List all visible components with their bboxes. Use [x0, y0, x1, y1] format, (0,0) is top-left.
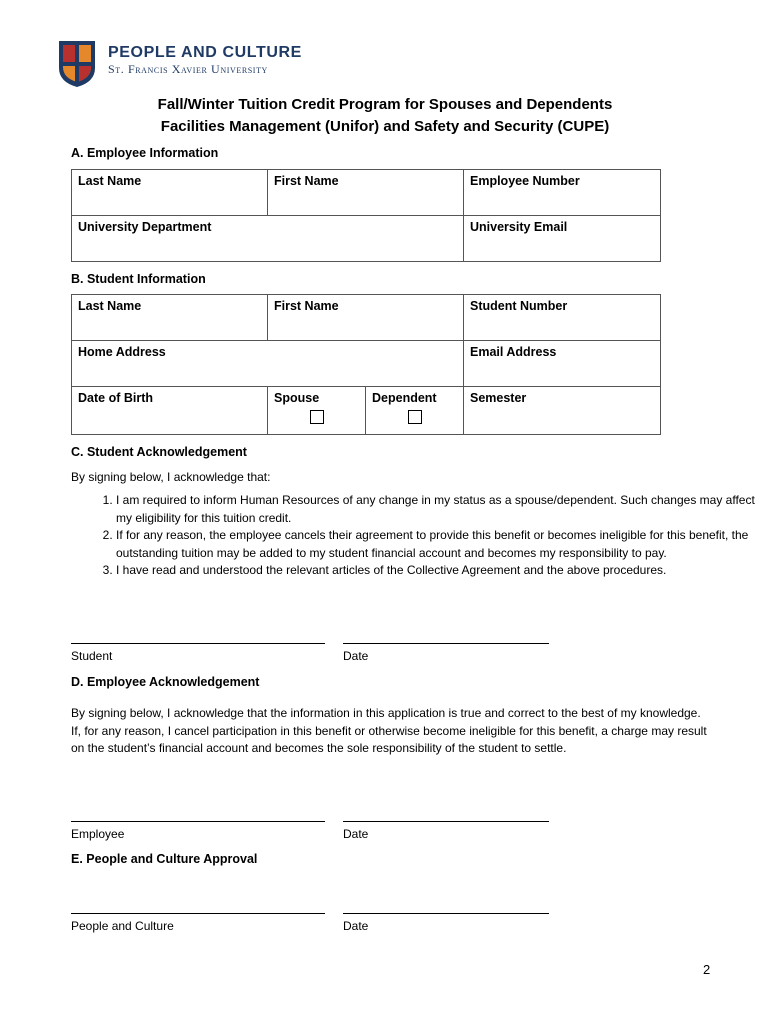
spouse-cell — [268, 387, 366, 435]
student-ack-item-2: 2. If for any reason, the employee cancels their agreement to provide this benefit or becomes ineligible for this benefit, the outstanding tuition may be added to my student financial account and becomes my responsibility to pay. — [116, 527, 756, 562]
student-number-label: Student Number — [470, 299, 568, 313]
section-a-heading: A. Employee Information — [71, 146, 219, 160]
section-e-heading: E. People and Culture Approval — [71, 852, 258, 866]
student-date-label: Date — [343, 649, 369, 663]
university-email-label: University Email — [470, 220, 568, 234]
home-address-field[interactable] — [72, 341, 464, 387]
section-c-heading: C. Student Acknowledgement — [71, 445, 247, 459]
student-signature-line[interactable] — [71, 643, 325, 644]
dependent-checkbox[interactable] — [408, 410, 422, 424]
employee-info-table — [71, 169, 661, 262]
employee-signature-label: Employee — [71, 827, 125, 841]
dependent-label: Dependent — [372, 391, 437, 405]
spouse-checkbox[interactable] — [310, 410, 324, 424]
brand-title: PEOPLE AND CULTURE — [108, 44, 302, 61]
student-number-field[interactable] — [464, 295, 661, 341]
employee-date-line[interactable] — [343, 821, 549, 822]
email-address-field[interactable] — [464, 341, 661, 387]
date-of-birth-label: Date of Birth — [78, 391, 153, 405]
university-department-field[interactable] — [72, 216, 464, 262]
student-ack-item-1: 1. I am required to inform Human Resources of any change in my status as a spouse/dependent. Such changes may affect my eligibility for this tuition credit. — [116, 492, 756, 527]
student-date-line[interactable] — [343, 643, 549, 644]
brand-subtitle: St. Francis Xavier University — [108, 62, 268, 76]
student-ack-intro: By signing below, I acknowledge that: — [71, 470, 271, 484]
student-info-table — [71, 294, 661, 435]
employee-first-name-label: First Name — [274, 174, 339, 188]
university-crest-icon — [58, 40, 96, 88]
student-last-name-field[interactable] — [72, 295, 268, 341]
semester-field[interactable] — [464, 387, 661, 435]
student-ack-item-3: 3. I have read and understood the relevant articles of the Collective Agreement and the above procedures. — [116, 562, 756, 580]
email-address-label: Email Address — [470, 345, 557, 359]
employee-number-field[interactable] — [464, 170, 661, 216]
semester-label: Semester — [470, 391, 527, 405]
employee-first-name-field[interactable] — [268, 170, 464, 216]
employee-last-name-label: Last Name — [78, 174, 142, 188]
university-email-field[interactable] — [464, 216, 661, 262]
employee-ack-text: By signing below, I acknowledge that the information in this application is true and correct to the best of my knowledge. If, for any reason, I cancel participation in this benefit or otherwise become ineligible for this benefit, a charge may result on the student’s financial account and becomes the sole responsibility of the student to settle. — [71, 706, 707, 755]
spouse-label: Spouse — [274, 391, 320, 405]
student-first-name-label: First Name — [274, 299, 339, 313]
section-d-heading: D. Employee Acknowledgement — [71, 675, 260, 689]
pc-signature-label: People and Culture — [71, 919, 174, 933]
employee-number-label: Employee Number — [470, 174, 580, 188]
brand-block — [108, 44, 302, 76]
pc-date-line[interactable] — [343, 913, 549, 914]
employee-signature-line[interactable] — [71, 821, 325, 822]
pc-date-label: Date — [343, 919, 369, 933]
student-signature-label: Student — [71, 649, 113, 663]
pc-signature-line[interactable] — [71, 913, 325, 914]
student-ack-list — [71, 492, 756, 580]
employee-date-label: Date — [343, 827, 369, 841]
date-of-birth-field[interactable] — [72, 387, 268, 435]
university-department-label: University Department — [78, 220, 212, 234]
page-number: 2 — [703, 962, 711, 977]
document-title-line-2: Facilities Management (Unifor) and Safety and Security (CUPE) — [160, 118, 610, 135]
section-b-heading: B. Student Information — [71, 272, 206, 286]
student-first-name-field[interactable] — [268, 295, 464, 341]
home-address-label: Home Address — [78, 345, 166, 359]
employee-last-name-field[interactable] — [72, 170, 268, 216]
student-last-name-label: Last Name — [78, 299, 142, 313]
dependent-cell — [366, 387, 464, 435]
document-title-line-1: Fall/Winter Tuition Credit Program for Spouses and Dependents — [157, 96, 613, 113]
